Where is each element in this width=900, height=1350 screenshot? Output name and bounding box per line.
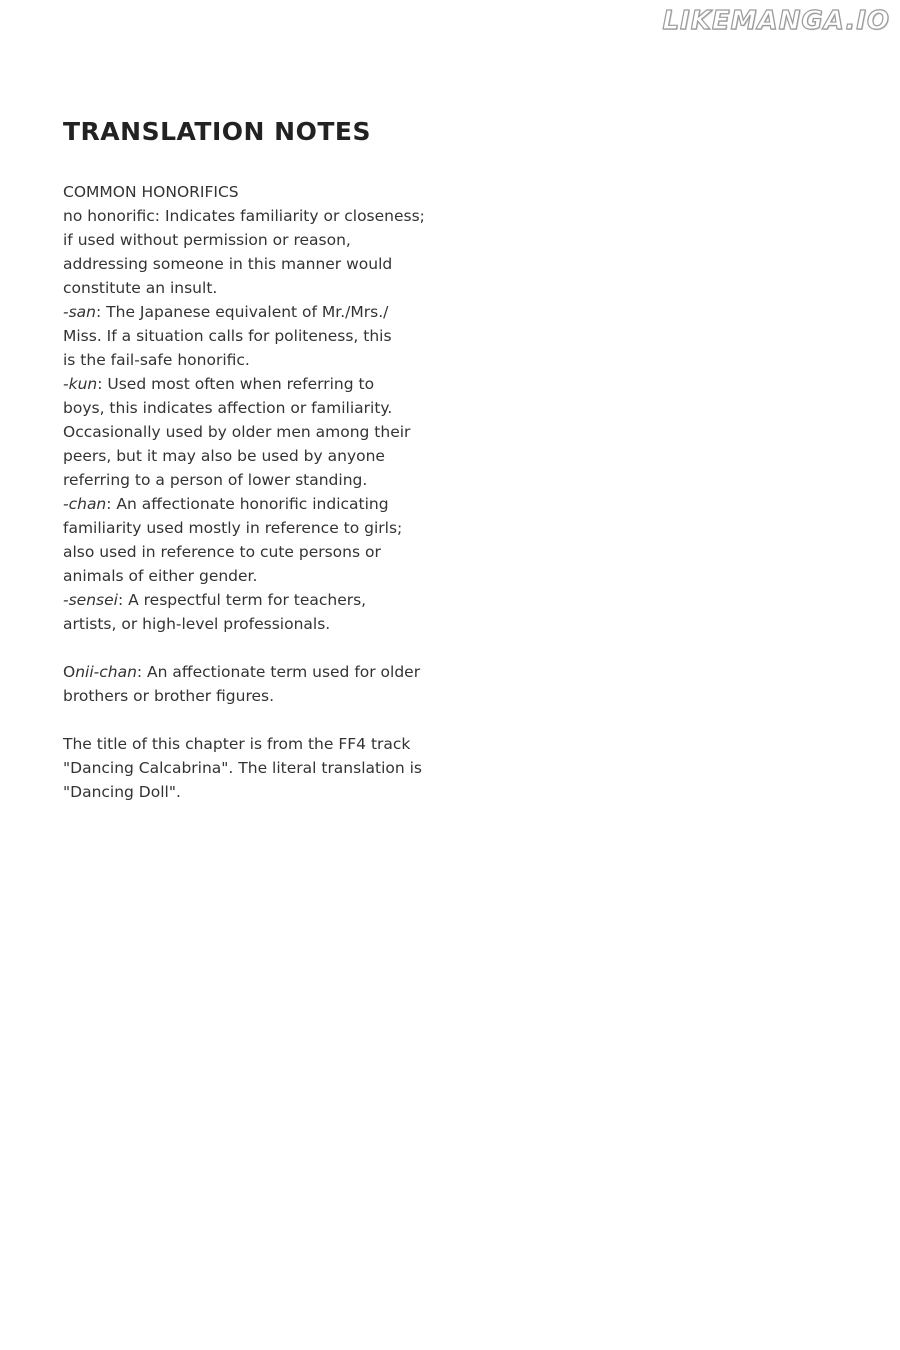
chapter-title-note: The title of this chapter is from the FF4 track "Dancing Calcabrina". The literal translation is "Dancing Doll". — [63, 735, 423, 801]
chan-entry — [63, 492, 403, 588]
chan-term: -chan — [63, 495, 107, 513]
honorifics-section — [63, 180, 443, 636]
onii-prefix: O — [63, 663, 76, 681]
page-title: TRANSLATION NOTES — [63, 117, 371, 146]
kun-desc: : Used most often when referring to boys, this indicates affection or familiarity. Occasionally used by older men among their peers, but it may also be used by anyone referring to a person of lower standing. — [63, 375, 411, 489]
san-term: -san — [63, 303, 96, 321]
kun-term: -kun — [63, 375, 98, 393]
onii-term: nii-chan — [75, 663, 137, 681]
no-honorific-entry: no honorific: Indicates familiarity or closeness; if used without permission or reason, addressing someone in this manner would constitute an insult. — [63, 207, 425, 297]
chan-desc: : An affectionate honorific indicating familiarity used mostly in reference to girls; also used in reference to cute persons or animals of either gender. — [63, 495, 403, 585]
onii-chan-section — [63, 660, 423, 708]
san-desc: : The Japanese equivalent of Mr./Mrs./ Miss. If a situation calls for politeness, this is the fail-safe honorific. — [63, 303, 392, 369]
sensei-term: -sensei — [63, 591, 118, 609]
onii-desc: : An affectionate term used for older brothers or brother figures. — [63, 663, 421, 705]
honorifics-heading: COMMON HONORIFICS — [63, 183, 239, 201]
kun-entry — [63, 372, 413, 492]
translation-notes — [63, 112, 443, 828]
san-entry — [63, 300, 408, 372]
watermark-logo: LIKEMANGA.IO — [662, 6, 890, 36]
sensei-entry — [63, 588, 413, 636]
sensei-desc: : A respectful term for teachers, artists, or high-level professionals. — [63, 591, 367, 633]
